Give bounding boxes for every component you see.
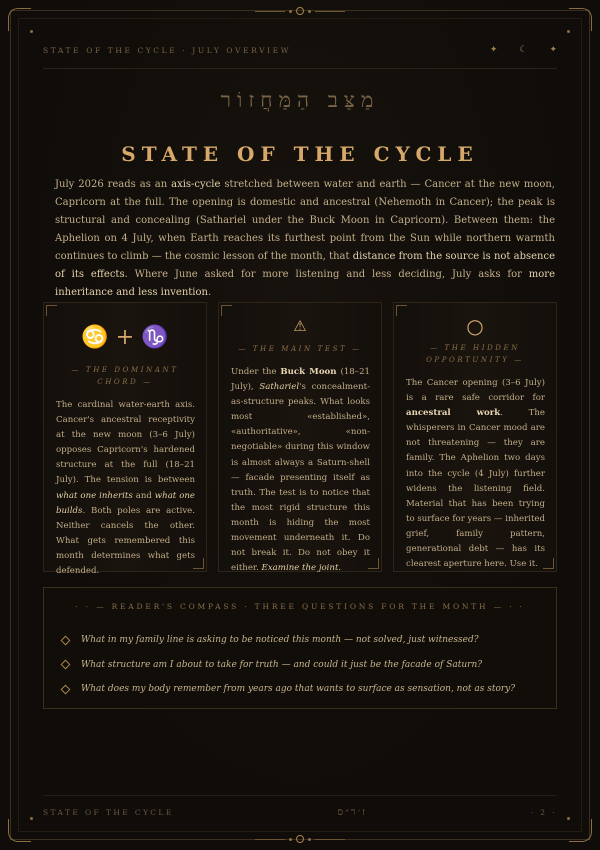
footer-divider [43, 795, 557, 796]
card-label: — THE DOMINANT CHORD — [71, 366, 179, 386]
card-text: 's concealment-as-structure peaks. What looks most «established», «authoritative», «non-negotiable» during this window is almost always a Saturn-shell — facade presenting itself as truth. The test is to notice that the most rigid structure this month is hiding the most movement underneath it. Do not break it. Do not obey it either. [231, 382, 370, 574]
intro-text: . [207, 287, 212, 298]
card-emphasis: what one inherits [56, 490, 133, 501]
page-title: STATE OF THE CYCLE [121, 142, 479, 166]
card-text: Under the [231, 367, 281, 377]
card-label: — THE MAIN TEST — [238, 345, 362, 353]
card-body [56, 398, 195, 579]
intro-highlight: distance from the source is not absence of its effects [55, 251, 556, 280]
corner-ornament [569, 819, 592, 842]
corner-ornament [8, 819, 31, 842]
hebrew-title: מַצַּב הַמַּחֲזוֹר [220, 88, 380, 112]
card-text: and [132, 490, 155, 501]
list-item [62, 653, 538, 678]
top-ornament [255, 7, 345, 15]
card-text: . The whisperers in Cancer mood are not threatening — they are family. The Aphelion two days into the cycle (4 July) further widens the listening field. Material that has been trying to surface for years — inherited grief, family pattern, generational debt — has its clearest aperture here. Use it. [406, 408, 545, 570]
diamond-bullet-icon [61, 684, 71, 694]
footer-hebrew: ז׳ר״ס [337, 807, 367, 818]
card-text: (18–21 July), [231, 367, 370, 393]
header-divider [43, 68, 557, 69]
card-text: The cardinal water-earth axis. Cancer's ancestral receptivity at the new moon (3–6 July) opposes Capricorn's hardened structure at the full (18–21 July). The tension is between [56, 400, 195, 486]
card-body [406, 376, 545, 572]
page-header [43, 45, 557, 55]
warning-icon: ⚠ [293, 317, 307, 335]
intro-paragraph [55, 176, 555, 302]
intro-highlight: axis-cycle [171, 179, 221, 190]
corner-dot [30, 817, 33, 820]
page-number: · 2 · [530, 808, 557, 817]
corner-dot [567, 30, 570, 33]
list-item [62, 628, 538, 653]
circle-icon: ○ [466, 314, 484, 338]
intro-text: July 2026 reads as an [55, 179, 172, 190]
sparkle-icon: ✦ [489, 45, 498, 55]
footer-title: STATE OF THE CYCLE [43, 808, 174, 817]
card-row [43, 302, 557, 577]
compass-title: · · — READER'S COMPASS · THREE QUESTIONS FOR THE MONTH — · · [75, 602, 525, 611]
diamond-bullet-icon [61, 635, 71, 645]
card-emphasis: Examine the joint. [261, 563, 342, 574]
diamond-bullet-icon [61, 660, 71, 670]
card-strong: ancestral work [406, 408, 501, 419]
intro-text: stretched between water and earth — Cancer at the new moon, Capricorn at the full. The opening is domestic and ancestral (Nehemoth in Cancer); the peak is structural and concealing (Sathariel under the Buck Moon in Capricorn). Between them: the Aphelion on 4 July, when Earth reaches its furthest point from the Sun while northern warmth continues to climb — the cosmic lesson of the month, that [55, 179, 555, 262]
card-emphasis: Sathariel [259, 382, 300, 393]
page-footer [43, 807, 557, 818]
corner-ornament [8, 8, 31, 31]
card-strong: Buck Moon [280, 367, 337, 377]
bottom-ornament [255, 835, 345, 843]
running-title: STATE OF THE CYCLE · JULY OVERVIEW [43, 45, 292, 55]
intro-text: . Where June asked for more listening and less deciding, July asks for [124, 269, 529, 280]
corner-dot [30, 30, 33, 33]
card-main-test [218, 302, 382, 572]
card-emphasis: what one builds [56, 490, 195, 516]
corner-dot [567, 817, 570, 820]
crescent-moon-icon: ☾ [519, 45, 528, 55]
card-label: — THE HIDDEN OPPORTUNITY — [426, 344, 524, 364]
header-icons [490, 45, 557, 55]
sparkle-icon: ✦ [549, 45, 557, 55]
list-item [62, 677, 538, 702]
card-dominant-chord [43, 302, 207, 577]
question-text: What structure am I about to take for truth — and could it just be the facade of Saturn? [81, 659, 483, 670]
card-hidden-opportunity [393, 302, 557, 572]
readers-compass [43, 587, 557, 709]
question-list [62, 628, 538, 702]
card-text: The Cancer opening (3–6 July) is a rare safe corridor for [406, 378, 545, 404]
card-body [231, 365, 370, 576]
corner-ornament [569, 8, 592, 31]
cancer-capricorn-glyphs-icon: ♋ + ♑ [81, 325, 169, 350]
card-text: . Both poles are active. Neither cancels the other. What gets remembered this month determines what gets defended. [56, 505, 195, 577]
question-text: What in my family line is asking to be noticed this month — not solved, just witnessed? [81, 635, 479, 646]
question-text: What does my body remember from years ago that wants to surface as sensation, not as story? [81, 684, 516, 695]
intro-highlight: more inheritance and less invention [55, 269, 555, 298]
